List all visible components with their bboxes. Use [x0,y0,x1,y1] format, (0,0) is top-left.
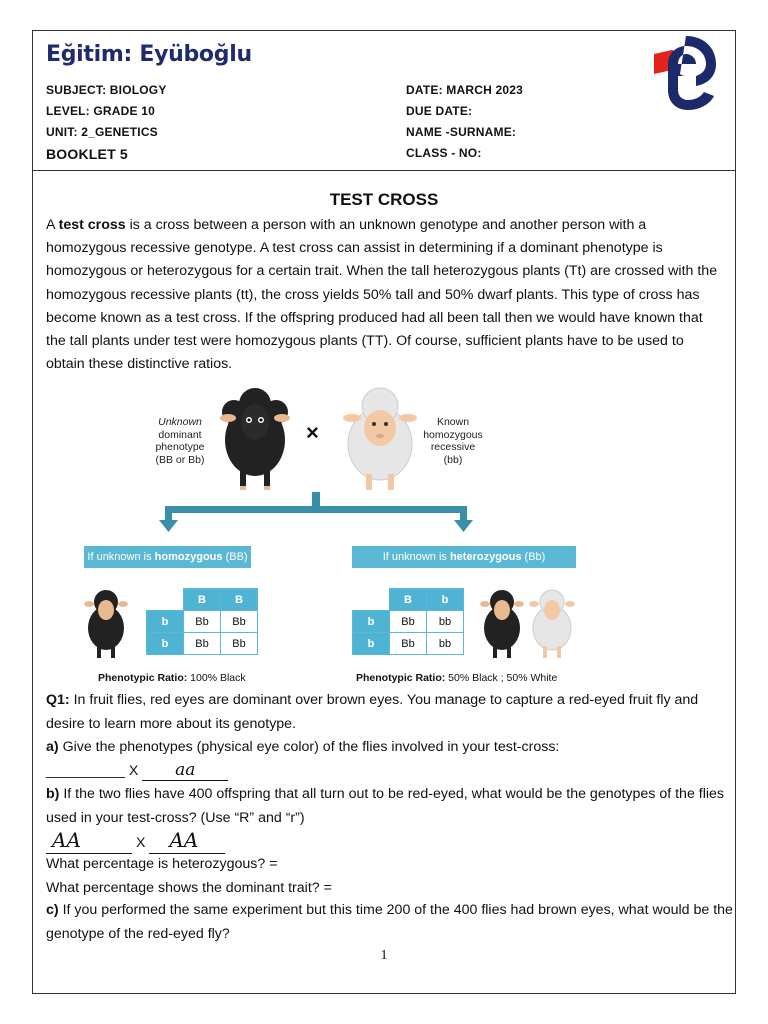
punnett-cell: bb [427,611,464,633]
q1a-hand-answer [142,761,228,781]
heterozygous-punnett-square [352,588,464,655]
q1b-label: b) [46,786,60,802]
q1a-answer-line [46,760,736,784]
known-label-line2: homozygous [423,428,483,441]
q1-label: Q1: [46,692,70,708]
question-1 [46,689,736,736]
intro-lead: A [46,217,59,233]
col-header: B [390,589,427,611]
q1a-label: a) [46,739,59,755]
left-banner-pre: If unknown is [87,551,155,563]
right-phenotypic-ratio [356,672,557,684]
q1b-cross: X [135,835,146,851]
test-cross-figure [70,380,610,690]
school-logo [652,32,720,112]
q1b-answer-line [46,830,736,856]
brand-title: Eğitim: Eyüboğlu [46,42,252,67]
unknown-label-line3: phenotype [155,441,205,453]
q1a-hand-text: aa [175,760,196,780]
q1b-hand-answer-right [149,830,225,854]
q1c-text: If you performed the same experiment but this time 200 of the 400 flies had brown eyes, what would be the genotype of the red-eyed fly? [46,902,733,942]
q1a-text: Give the phenotypes (physical eye color) of the flies involved in your test-cross: [58,739,560,755]
col-header: b [427,589,464,611]
right-banner-pre: If unknown is [382,551,450,563]
known-label-line4: (bb) [443,453,463,466]
punnett-cell: Bb [184,611,221,633]
right-ratio-label: Phenotypic Ratio: [356,672,446,684]
question-1b [46,783,736,830]
punnett-cell: Bb [221,611,258,633]
page-number: 1 [380,948,388,963]
right-banner-post: (Bb) [521,551,546,563]
white-sheep-icon [342,384,418,494]
left-ratio-label: Phenotypic Ratio: [98,672,188,684]
page-title: TEST CROSS [329,190,439,209]
unknown-label-line2: dominant [158,428,202,441]
q1-heterozygous-question: What percentage is heterozygous? = [46,856,278,872]
q1c-label: c) [46,902,59,918]
q1b-hand-right-text: AA [169,828,199,852]
left-banner-bold: homozygous [154,551,223,563]
class-no-field: CLASS - NO: [406,146,482,160]
unknown-label-line1: Unknown [158,416,202,428]
q1-text: In fruit flies, red eyes are dominant over brown eyes. You manage to capture a red-eyed fruit fly and desire to learn more about its genotype. [46,692,699,732]
punnett-cell: Bb [184,633,221,655]
level-field: LEVEL: GRADE 10 [46,104,156,118]
col-header: B [221,589,258,611]
homozygous-banner [84,546,251,568]
punnett-cell: Bb [390,633,427,655]
offspring-black-sheep-icon [84,586,128,660]
unit-field: UNIT: 2_GENETICS [46,125,158,139]
intro-term: test cross [58,217,126,233]
subject-field: SUBJECT: BIOLOGY [46,83,167,97]
left-phenotypic-ratio [98,672,246,684]
booklet-field: BOOKLET 5 [46,146,128,162]
header-divider [32,170,736,171]
q1a-blank-left: __________ [46,763,125,779]
q1b-hand-left-text: AA [52,828,81,852]
offspring-white-sheep-icon [528,586,576,660]
question-1a [46,736,736,760]
left-ratio-value: 100% Black [187,672,246,684]
row-header: b [147,633,184,655]
name-surname-field: NAME -SURNAME: [406,125,517,139]
punnett-cell: Bb [221,633,258,655]
left-banner-post: (BB) [222,551,248,563]
known-label-line3: recessive [430,441,476,453]
due-date-field: DUE DATE: [406,104,473,118]
intro-body: is a cross between a person with an unknown genotype and another person with a homozygous recessive genotype. A test cross can assist in determining if a dominant phenotype is homozygous or heterozygous for a certain trait. When the tall heterozygous plants (Tt) are crossed with the homozygous recessive plants (tt), the cross yields 50% tall and 50% dwarf plants. This type of cross has become known as a test cross. If the offspring produced had all been tall then we would have known that the tall plants under test were homozygous plants (TT). Of course, sufficient plants have to be used to obtain these distinctive ratios. [46,217,718,373]
offspring-black-sheep-icon [480,586,524,660]
q1-dominant-question: What percentage shows the dominant trait? = [46,880,332,896]
cross-symbol: × [306,420,319,445]
q1b-text: If the two flies have 400 offspring that all turn out to be red-eyed, what would be the genotypes of the flies used in your test-cross? (Use “R” and “r”) [46,786,725,826]
heterozygous-banner [352,546,576,568]
row-header: b [147,611,184,633]
row-header: b [353,611,390,633]
unknown-label-line4: (BB or Bb) [155,453,205,466]
date-field: DATE: MARCH 2023 [406,83,523,97]
row-header: b [353,633,390,655]
known-label-line1: Known [436,416,470,428]
right-ratio-value: 50% Black ; 50% White [445,672,558,684]
intro-paragraph [46,214,726,376]
col-header: B [184,589,221,611]
q1a-cross: X [128,763,139,779]
question-1c [46,899,736,946]
known-label [415,416,491,466]
q1b-hand-answer-left [46,830,132,854]
punnett-cell: bb [427,633,464,655]
right-banner-bold: heterozygous [449,551,522,563]
split-arrow-icon [155,492,475,537]
homozygous-punnett-square [146,588,258,655]
black-sheep-icon [220,382,290,492]
punnett-cell: Bb [390,611,427,633]
unknown-label [140,416,220,466]
